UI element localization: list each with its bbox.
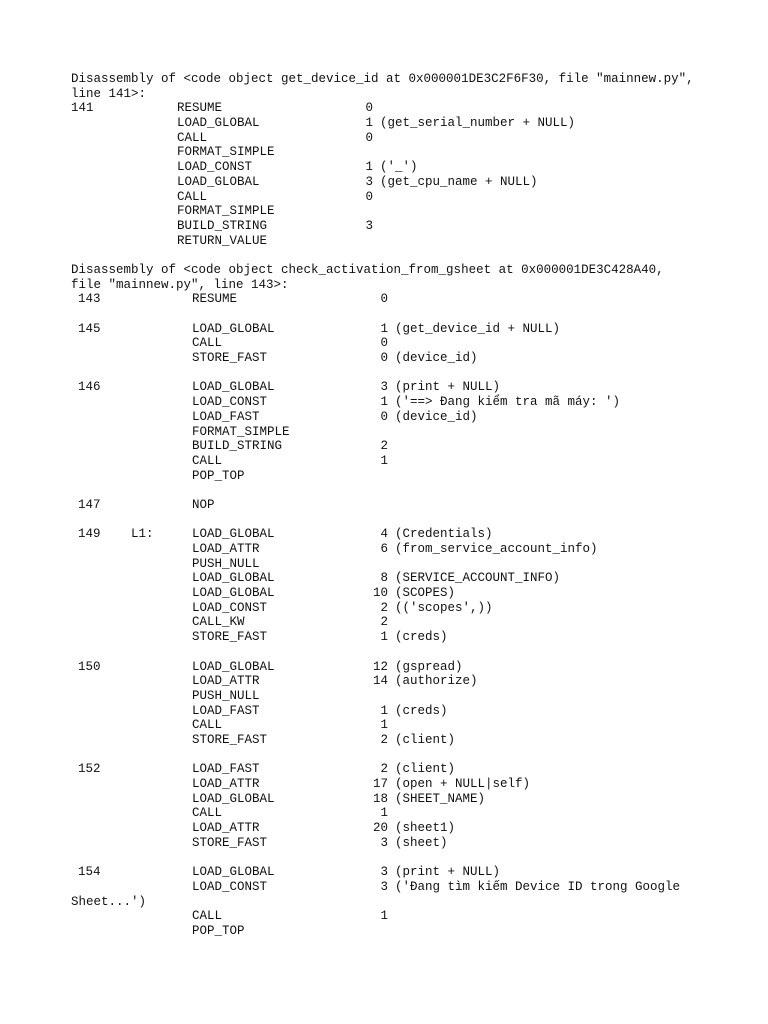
instruction-row xyxy=(71,909,751,924)
opcode: RESUME xyxy=(177,101,223,116)
line-number: 145 xyxy=(78,321,101,336)
oparg: 3 xyxy=(380,879,388,894)
arg-description: (sheet1) xyxy=(395,821,456,836)
oparg: 1 xyxy=(380,806,388,821)
line-number: 146 xyxy=(78,380,101,395)
instruction-row xyxy=(71,615,751,630)
opcode: LOAD_GLOBAL xyxy=(192,791,275,806)
instruction-row xyxy=(71,762,751,777)
opcode: BUILD_STRING xyxy=(177,218,268,233)
instruction-row xyxy=(71,821,751,836)
section-header: line 141>: xyxy=(71,86,147,101)
opcode: STORE_FAST xyxy=(192,630,268,645)
opcode: LOAD_GLOBAL xyxy=(192,865,275,880)
group-gap xyxy=(71,850,751,865)
opcode: CALL xyxy=(192,336,223,351)
instruction-row xyxy=(71,527,751,542)
section-header: Disassembly of <code object check_activation_from_gsheet at 0x000001DE3C428A40, xyxy=(71,262,664,277)
oparg: 6 xyxy=(380,542,388,556)
opcode: CALL xyxy=(177,189,208,204)
arg-description: (SCOPES) xyxy=(395,586,456,601)
instruction-row xyxy=(71,601,751,616)
instruction-row xyxy=(71,571,751,586)
arg-description: ('==> Đang kiểm tra mã máy: ') xyxy=(395,395,621,410)
line-number: 149 xyxy=(78,527,101,542)
opcode: RESUME xyxy=(192,292,238,307)
opcode: LOAD_ATTR xyxy=(192,777,260,791)
opcode: NOP xyxy=(192,497,215,512)
opcode: LOAD_ATTR xyxy=(192,674,260,689)
arg-description: ('_') xyxy=(380,160,418,175)
oparg: 3 xyxy=(380,380,388,395)
instruction-row xyxy=(71,410,751,425)
opcode: STORE_FAST xyxy=(192,351,268,366)
instruction-row xyxy=(71,145,751,160)
opcode: STORE_FAST xyxy=(192,732,268,747)
oparg: 3 xyxy=(365,218,373,233)
opcode: LOAD_CONST xyxy=(192,600,268,615)
line-number: 141 xyxy=(71,101,94,116)
instruction-row xyxy=(71,880,751,895)
instruction-row xyxy=(71,660,751,675)
opcode: PUSH_NULL xyxy=(192,688,260,703)
arg-description: (client) xyxy=(395,762,456,777)
instruction-row xyxy=(71,175,751,190)
line-number: 147 xyxy=(78,497,101,512)
instruction-row xyxy=(71,542,751,557)
line-number: 143 xyxy=(78,292,101,307)
instruction-row xyxy=(71,336,751,351)
instruction-row xyxy=(71,586,751,601)
instruction-row xyxy=(71,674,751,689)
arg-description: (SERVICE_ACCOUNT_INFO) xyxy=(395,571,561,586)
instruction-row xyxy=(71,322,751,337)
arg-description: (from_service_account_info) xyxy=(395,542,598,556)
opcode: RETURN_VALUE xyxy=(177,233,268,248)
instruction-row xyxy=(71,792,751,807)
oparg: 3 xyxy=(365,174,373,189)
arg-description: (get_device_id + NULL) xyxy=(395,321,561,336)
opcode: LOAD_GLOBAL xyxy=(192,380,275,395)
instruction-row xyxy=(71,116,751,131)
oparg: 1 xyxy=(365,160,373,175)
instruction-row xyxy=(71,190,751,205)
opcode: FORMAT_SIMPLE xyxy=(177,145,275,160)
instruction-row xyxy=(71,777,751,792)
oparg: 0 xyxy=(380,351,388,366)
instruction-row xyxy=(71,704,751,719)
line-number: 154 xyxy=(78,865,101,880)
arg-description: (client) xyxy=(395,732,456,747)
oparg: 8 xyxy=(380,571,388,586)
opcode: FORMAT_SIMPLE xyxy=(177,204,275,219)
instruction-row xyxy=(71,689,751,704)
oparg: 0 xyxy=(365,130,373,145)
opcode: LOAD_GLOBAL xyxy=(192,659,275,674)
group-gap xyxy=(71,366,751,381)
opcode: CALL xyxy=(192,718,223,733)
arg-description: (('scopes',)) xyxy=(395,600,493,615)
section-header: file "mainnew.py", line 143>: xyxy=(71,277,289,292)
oparg: 2 xyxy=(380,439,388,454)
oparg: 3 xyxy=(380,835,388,850)
arg-description: (device_id) xyxy=(395,351,478,366)
opcode: LOAD_CONST xyxy=(192,879,268,894)
oparg: 2 xyxy=(380,732,388,747)
arg-description: ('Đang tìm kiếm Device ID trong Google xyxy=(395,879,681,894)
instruction-row xyxy=(71,454,751,469)
opcode: LOAD_GLOBAL xyxy=(192,586,275,601)
oparg: 14 xyxy=(372,674,388,689)
oparg: 10 xyxy=(372,586,388,601)
arg-description: (sheet) xyxy=(395,835,448,850)
opcode: POP_TOP xyxy=(192,468,245,483)
line-number: 152 xyxy=(78,762,101,777)
arg-description: (gspread) xyxy=(395,659,463,674)
instruction-row xyxy=(71,204,751,219)
instruction-row xyxy=(71,439,751,454)
oparg: 0 xyxy=(380,336,388,351)
opcode: PUSH_NULL xyxy=(192,556,260,571)
opcode: LOAD_FAST xyxy=(192,762,260,777)
opcode: LOAD_GLOBAL xyxy=(192,321,275,336)
opcode: LOAD_ATTR xyxy=(192,542,260,556)
instruction-row xyxy=(71,865,751,880)
oparg: 1 xyxy=(380,453,388,468)
instruction-row xyxy=(71,234,751,249)
opcode: LOAD_GLOBAL xyxy=(192,527,275,542)
arg-description: (device_id) xyxy=(395,409,478,424)
oparg: 4 xyxy=(380,527,388,542)
opcode: LOAD_FAST xyxy=(192,703,260,718)
instruction-row xyxy=(71,836,751,851)
oparg: 1 xyxy=(380,909,388,924)
group-gap xyxy=(71,748,751,763)
oparg: 1 xyxy=(380,703,388,718)
opcode: POP_TOP xyxy=(192,923,245,938)
instruction-row xyxy=(71,219,751,234)
line-number: 150 xyxy=(78,659,101,674)
oparg: 1 xyxy=(380,395,388,410)
oparg: 1 xyxy=(380,630,388,645)
instruction-row xyxy=(71,469,751,484)
instruction-row xyxy=(71,557,751,572)
opcode: CALL_KW xyxy=(192,615,245,630)
arg-description: (open + NULL|self) xyxy=(395,777,531,791)
oparg: 0 xyxy=(365,101,373,116)
oparg: 0 xyxy=(380,409,388,424)
opcode: LOAD_ATTR xyxy=(192,821,260,836)
oparg: 12 xyxy=(372,659,388,674)
instruction-row xyxy=(71,292,751,307)
oparg: 2 xyxy=(380,615,388,630)
opcode: LOAD_CONST xyxy=(177,160,253,175)
instruction-row xyxy=(71,160,751,175)
instruction-row xyxy=(71,380,751,395)
oparg: 3 xyxy=(380,865,388,880)
oparg: 1 xyxy=(380,718,388,733)
oparg: 2 xyxy=(380,600,388,615)
section-gap xyxy=(71,248,751,263)
opcode: LOAD_FAST xyxy=(192,409,260,424)
instruction-row xyxy=(71,718,751,733)
opcode: LOAD_GLOBAL xyxy=(177,116,260,131)
disassembly-listing xyxy=(71,72,751,939)
arg-description: (get_cpu_name + NULL) xyxy=(380,174,538,189)
arg-description: (authorize) xyxy=(395,674,478,689)
arg-description: (creds) xyxy=(395,703,448,718)
instruction-row xyxy=(71,395,751,410)
instruction-row xyxy=(71,498,751,513)
oparg: 1 xyxy=(380,321,388,336)
opcode: CALL xyxy=(192,453,223,468)
opcode: FORMAT_SIMPLE xyxy=(192,424,290,439)
jump-label: L1: xyxy=(131,527,154,542)
group-gap xyxy=(71,307,751,322)
arg-description: (SHEET_NAME) xyxy=(395,791,486,806)
instruction-row xyxy=(71,425,751,440)
oparg: 1 xyxy=(365,116,373,131)
instruction-row xyxy=(71,101,751,116)
instruction-row xyxy=(71,806,751,821)
oparg: 20 xyxy=(372,821,388,836)
instruction-row xyxy=(71,131,751,146)
oparg: 0 xyxy=(380,292,388,307)
instruction-row xyxy=(71,924,751,939)
group-gap xyxy=(71,483,751,498)
arg-description: (print + NULL) xyxy=(395,380,501,395)
oparg: 17 xyxy=(372,777,388,791)
arg-description: (get_serial_number + NULL) xyxy=(380,116,576,131)
oparg: 0 xyxy=(365,189,373,204)
opcode: CALL xyxy=(177,130,208,145)
group-gap xyxy=(71,645,751,660)
arg-description: (Credentials) xyxy=(395,527,493,542)
opcode: LOAD_GLOBAL xyxy=(177,174,260,189)
opcode: STORE_FAST xyxy=(192,835,268,850)
arg-description: (print + NULL) xyxy=(395,865,501,880)
opcode: LOAD_GLOBAL xyxy=(192,571,275,586)
opcode: CALL xyxy=(192,806,223,821)
wrapped-continuation: Sheet...') xyxy=(71,894,147,909)
instruction-row xyxy=(71,351,751,366)
opcode: LOAD_CONST xyxy=(192,395,268,410)
instruction-row xyxy=(71,630,751,645)
opcode: BUILD_STRING xyxy=(192,439,283,454)
oparg: 18 xyxy=(372,791,388,806)
arg-description: (creds) xyxy=(395,630,448,645)
section-header: Disassembly of <code object get_device_id at 0x000001DE3C2F6F30, file "mainnew.py", xyxy=(71,72,694,86)
opcode: CALL xyxy=(192,909,223,924)
instruction-row xyxy=(71,733,751,748)
oparg: 2 xyxy=(380,762,388,777)
group-gap xyxy=(71,513,751,528)
